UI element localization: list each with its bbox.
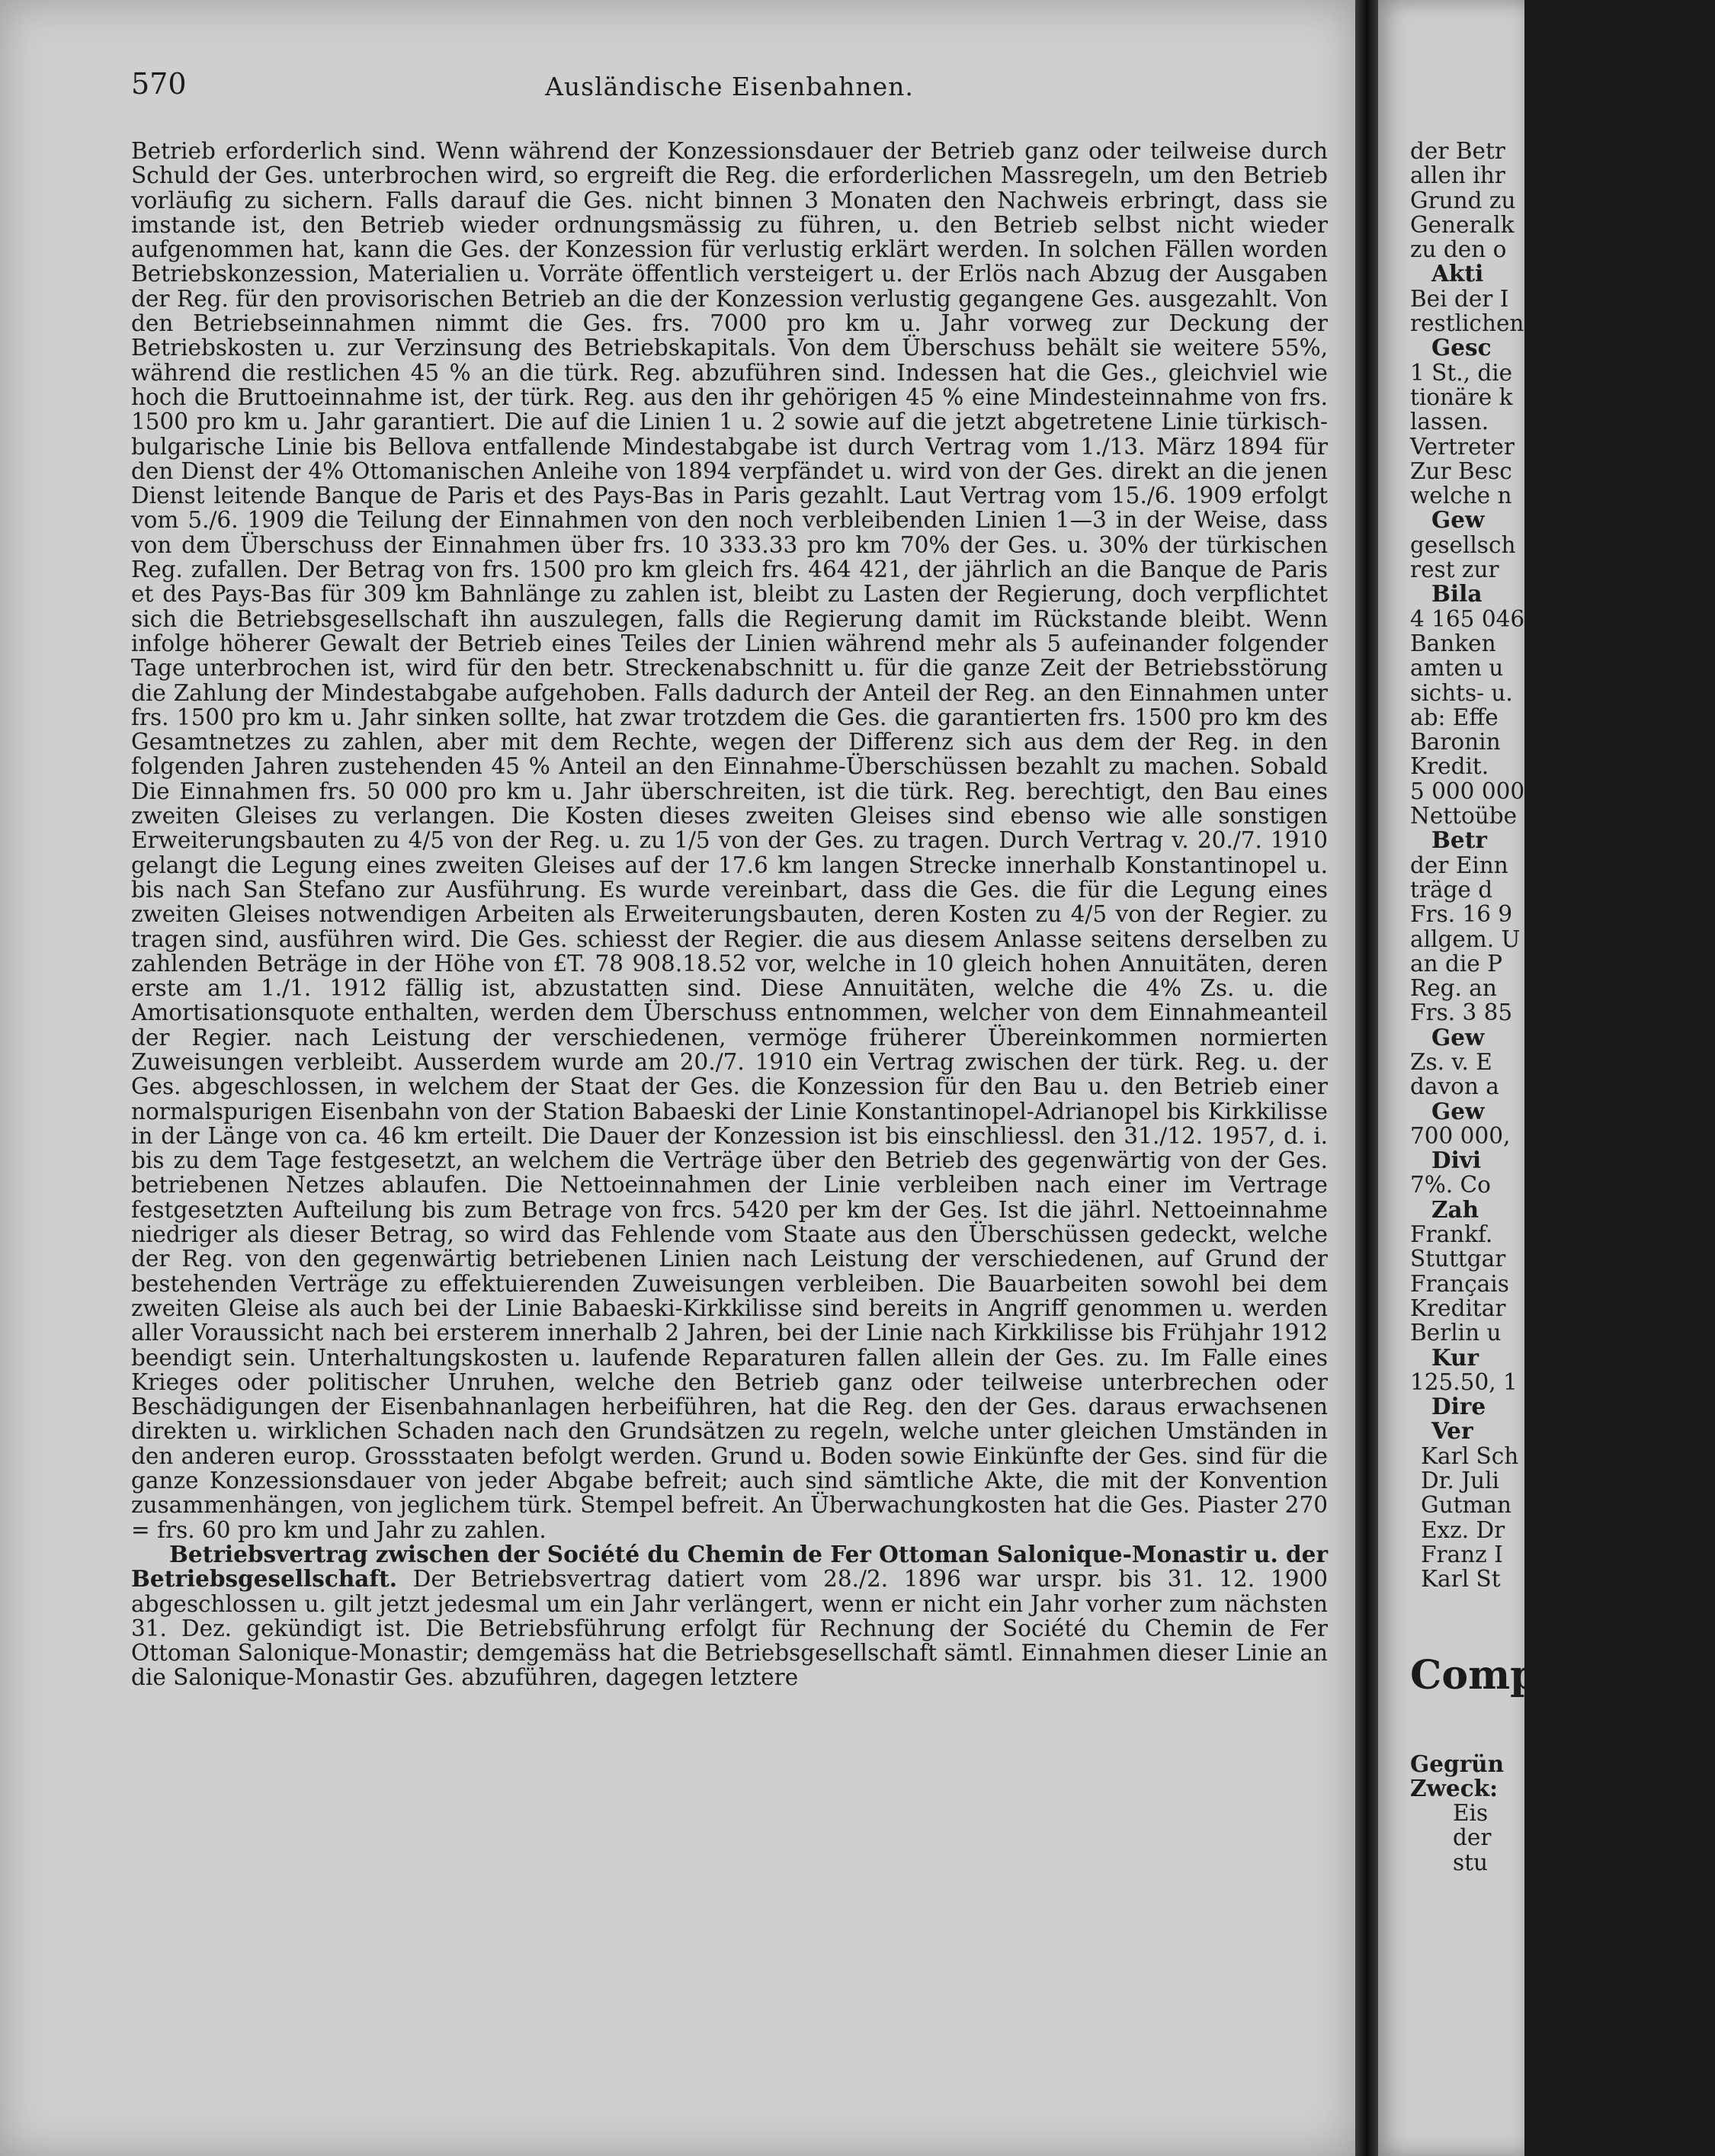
rc-line: Berlin u <box>1410 1320 1502 1346</box>
rc-line: amten u <box>1410 655 1504 682</box>
rc-line: an die P <box>1410 950 1502 977</box>
rc-line: 1 St., die <box>1410 359 1513 386</box>
rc-line: Zur Besc <box>1410 457 1512 484</box>
rc-line: zu den o <box>1410 236 1507 263</box>
rc-line: 125.50, 1 <box>1410 1368 1518 1395</box>
rc-line: allgem. U <box>1410 926 1521 952</box>
rc-line: Exz. Dr <box>1421 1516 1505 1543</box>
rc-line: Generalk <box>1410 211 1515 238</box>
rc-line: Betr <box>1431 826 1487 854</box>
rc-line: Dr. Juli <box>1421 1468 1499 1494</box>
right-page <box>1378 0 1538 2156</box>
book-gutter <box>1355 0 1378 2156</box>
rc-line: Vertreter <box>1410 433 1515 460</box>
rc-line: Karl St <box>1421 1566 1501 1593</box>
page-number: 570 <box>131 67 187 101</box>
rc-line: Kredit. <box>1410 753 1489 780</box>
right-page-heading: Comp <box>1410 1651 1538 1699</box>
rc-line: lassen. <box>1410 409 1489 435</box>
rc-footer-line: Eis <box>1453 1800 1489 1827</box>
rc-line: der Betr <box>1410 138 1505 164</box>
rc-line: Bila <box>1431 580 1483 608</box>
section-text: Der Betriebsvertrag datiert vom 28./2. 1896 war urspr. bis 31. 12. 1900 abgeschlossen u. gilt jetzt jedesmal um ein Jahr verlängert, wenn er nicht ein Jahr vorher zum nächsten 31. Dez. gekündigt ist. Die Betriebsführung erfolgt für Rechnung der Société du Chemin de Fer Ottoman Salonique-Monastir; demgemäss hat die Betriebsgesellschaft sämtl. Einnahmen dieser Linie an die Salonique-Monastir Ges. abzuführen, dagegen letztere <box>131 1566 1328 1691</box>
rc-line: Stuttgar <box>1410 1246 1506 1272</box>
rc-line: Gutman <box>1421 1492 1511 1519</box>
rc-footer-line: stu <box>1453 1849 1488 1875</box>
rc-line: Gew <box>1431 1097 1485 1125</box>
rc-line: Frankf. <box>1410 1221 1493 1248</box>
rc-line: Bei der I <box>1410 285 1509 312</box>
rc-line: Franz I <box>1421 1541 1503 1567</box>
rc-line: Zah <box>1431 1195 1479 1223</box>
rc-line: Kreditar <box>1410 1295 1506 1321</box>
right-page-column <box>1410 139 1715 1875</box>
rc-line: 5 000 000 <box>1410 778 1525 804</box>
rc-line: tionäre k <box>1410 383 1513 410</box>
rc-line: Frs. 16 9 <box>1410 901 1513 928</box>
rc-line: allen ihr <box>1410 162 1505 189</box>
rc-line: sichts- u. <box>1410 679 1513 706</box>
main-text-column <box>131 139 1328 1690</box>
paragraph-concession-terms: Betrieb erforderlich sind. Wenn während der Konzessionsdauer der Betrieb ganz oder teilweise durch Schuld der Ges. unterbrochen wird, so ergreift die Reg. die erforderlichen Massregeln, um den Betrieb vorläufig zu sichern. Falls darauf die Ges. nicht binnen 3 Monaten den Nachweis erbringt, dass sie imstande ist, den Betrieb wieder ordnungsmässig zu führen, u. den Betrieb selbst nicht wieder aufgenommen hat, kann die Ges. der Konzession für verlustig erklärt werden. In solchen Fällen worden Betriebskonzession, Materialien u. Vorräte öffentlich versteigert u. der Erlös nach Abzug der Ausgaben der Reg. für den provisorischen Betrieb an die der Konzession verlustig gegangene Ges. ausgezahlt. Von den Betriebseinnahmen nimmt die Ges. frs. 7000 pro km u. Jahr vorweg zur Deckung der Betriebskosten u. zur Verzinsung des Betriebskapitals. Von dem Überschuss behält sie weitere 55%, während die restlichen 45 % an die türk. Reg. abzuführen sind. Indessen hat die Ges., gleichviel wie hoch die Bruttoeinnahme ist, der türk. Reg. aus den ihr gehörigen 45 % eine Mindesteinnahme von frs. 1500 pro km u. Jahr garantiert. Die auf die Linien 1 u. 2 sowie auf die jetzt abgetretene Linie türkisch-bulgarische Linie bis Bellova entfallende Mindestabgabe ist durch Vertrag vom 1./13. März 1894 für den Dienst der 4% Ottomanischen Anleihe von 1894 verpfändet u. wird von der Ges. direkt an die jenen Dienst leitende Banque de Paris et des Pays-Bas in Paris gezahlt. Laut Vertrag vom 15./6. 1909 erfolgt vom 5./6. 1909 die Teilung der Einnahmen von den noch verbleibenden Linien 1—3 in der Weise, dass von dem Überschuss der Einnahmen über frs. 10 333.33 pro km 70% der Ges. u. 30% der türkischen Reg. zufallen. Der Betrag von frs. 1500 pro km gleich frs. 464 421, der jährlich an die Banque de Paris et des Pays-Bas für 309 km Bahnlänge zu zahlen ist, bleibt zu Lasten der Regierung, doch verpflichtet sich die Betriebsgesellschaft ihn auszulegen, falls die Regierung damit im Rückstande bleibt. Wenn infolge höherer Gewalt der Betrieb eines Teiles der Linien während mehr als 5 aufeinander folgender Tage unterbrochen ist, wird für den betr. Streckenabschnitt u. für die ganze Zeit der Betriebsstörung die Zahlung der Mindestabgabe aufgehoben. Falls dadurch der Anteil der Reg. an den Einnahmen unter frs. 1500 pro km u. Jahr sinken sollte, hat zwar trotzdem die Ges. die garantierten frs. 1500 pro km des Gesamtnetzes zu zahlen, aber mit dem Rechte, wegen der Differenz sich aus dem der Reg. in den folgenden Jahren zustehenden 45 % Anteil an den Einnahme-Überschüssen bezahlt zu machen. Sobald Die Einnahmen frs. 50 000 pro km u. Jahr überschreiten, ist die türk. Reg. berechtigt, den Bau eines zweiten Gleises zu verlangen. Die Kosten dieses zweiten Gleises sind ebenso wie alle sonstigen Erweiterungsbauten zu 4/5 von der Reg. u. zu 1/5 von der Ges. zu tragen. Durch Vertrag v. 20./7. 1910 gelangt die Legung eines zweiten Gleises auf der 17.6 km langen Strecke innerhalb Konstantinopel u. bis nach San Stefano zur Ausführung. Es wurde vereinbart, dass die Ges. die für die Legung eines zweiten Gleises notwendigen Arbeiten als Erweiterungsbauten, deren Kosten zu 4/5 von der Regier. zu tragen sind, ausführen wird. Die Ges. schiesst der Regier. die aus diesem Anlasse seitens derselben zu zahlenden Beträge in der Höhe von £T. 78 908.18.52 vor, welche in 10 gleich hohen Annuitäten, deren erste am 1./1. 1912 fällig ist, abzustatten sind. Diese Annuitäten, welche die 4% Zs. u. die Amortisationsquote enthalten, werden dem Überschuss entnommen, welcher von dem Einnahmeanteil der Regier. nach Leistung der verschiedenen, vermöge früherer Übereinkommen normierten Zuweisungen verbleibt. Ausserdem wurde am 20./7. 1910 ein Vertrag zwischen der türk. Reg. u. der Ges. abgeschlossen, in welchem der Staat der Ges. die Konzession für den Bau u. den Betrieb einer normalspurigen Eisenbahn von der Station Babaeski der Linie Konstantinopel-Adrianopel bis Kirkkilisse in der Länge von ca. 46 km erteilt. Die Dauer der Konzession ist bis einschliessl. den 31./12. 1957, d. i. bis zu dem Tage festgesetzt, an welchem die Verträge über den Betrieb des gegenwärtig von der Ges. betriebenen Netzes ablaufen. Die Nettoeinnahmen der Linie verbleiben nach einer im Vertrage festgesetzten Aufteilung bis zum Betrage von frcs. 5420 per km der Ges. Ist die jährl. Nettoeinnahme niedriger als dieser Betrag, so wird das Fehlende vom Staate aus den Überschüssen gedeckt, welche der Reg. von den gegenwärtig betriebenen Linien nach Leistung der verschiedenen, auf Grund der bestehenden Verträge zu effektuierenden Zuweisungen verbleiben. Die Bauarbeiten sowohl bei dem zweiten Gleise als auch bei der Linie Babaeski-Kirkkilisse sind bereits in Angriff genommen u. werden aller Voraussicht nach bei ersterem innerhalb 2 Jahren, bei der Linie nach Kirkkilisse bis Frühjahr 1912 beendigt sein. Unterhaltungskosten u. laufende Reparaturen fallen allein der Ges. zu. Im Falle eines Krieges oder politischer Unruhen, welche den Betrieb ganz oder teilweise unterbrechen oder Beschädigungen der Eisenbahnanlagen herbeiführen, hat die Reg. den der Ges. daraus erwachsenen direkten u. wirklichen Schaden nach den Grundsätzen zu regeln, welche unter gleichen Umständen in den anderen europ. Grossstaaten befolgt werden. Grund u. Boden sowie Einkünfte der Ges. sind für die ganze Konzessionsdauer von jeder Abgabe befreit; auch sind sämtliche Akte, die mit der Konvention zusammenhängen, von jeglichem türk. Stempel befreit. An Überwachungkosten hat die Ges. Piaster 270 = frs. 60 pro km und Jahr zu zahlen. <box>131 138 1328 1543</box>
rc-line: Frs. 3 85 <box>1410 999 1513 1026</box>
rc-footer-line: Gegrün <box>1410 1750 1505 1777</box>
rc-line: Nettoübe <box>1410 803 1518 829</box>
rc-line: Gesc <box>1431 334 1492 361</box>
rc-line: Divi <box>1431 1147 1482 1174</box>
rc-line: rest zur <box>1410 557 1499 583</box>
paragraph-betriebsvertrag <box>131 1542 1328 1690</box>
rc-line: Ver <box>1431 1417 1473 1445</box>
rc-line: gesellsch <box>1410 531 1516 558</box>
rc-line: Dire <box>1431 1393 1486 1420</box>
rc-line: 7%. Co <box>1410 1172 1491 1198</box>
rc-line: welche n <box>1410 483 1512 509</box>
rc-line: Grund zu <box>1410 187 1516 213</box>
rc-line: Banken <box>1410 630 1496 656</box>
rc-line: Kur <box>1431 1343 1479 1371</box>
rc-footer-line: Zweck: <box>1410 1774 1498 1801</box>
rc-line: Baronin <box>1410 729 1501 756</box>
rc-line: 700 000, <box>1410 1122 1511 1149</box>
rc-line: davon a <box>1410 1073 1499 1100</box>
rc-line: der Einn <box>1410 852 1508 878</box>
rc-line: Akti <box>1431 260 1484 287</box>
running-head: Ausländische Eisenbahnen. <box>545 72 914 101</box>
rc-line: ab: Effe <box>1410 704 1499 730</box>
rc-line: restlichen <box>1410 310 1524 337</box>
rc-line: Français <box>1410 1270 1509 1297</box>
rc-line: träge d <box>1410 876 1493 903</box>
rc-line: 4 165 046 <box>1410 605 1525 632</box>
section-title: Betriebsvertrag zwischen der Société du Chemin de Fer Ottoman Salonique-Monastir u. der Betriebsgesellschaft. <box>131 1540 1328 1593</box>
rc-line: Karl Sch <box>1421 1442 1519 1469</box>
rc-line: Zs. v. E <box>1410 1048 1492 1075</box>
page-header <box>131 67 1328 105</box>
rc-line: Reg. an <box>1410 975 1497 1002</box>
rc-footer-line: der <box>1453 1824 1492 1851</box>
rc-line: Gew <box>1431 506 1485 534</box>
rc-line: Gew <box>1431 1023 1485 1051</box>
